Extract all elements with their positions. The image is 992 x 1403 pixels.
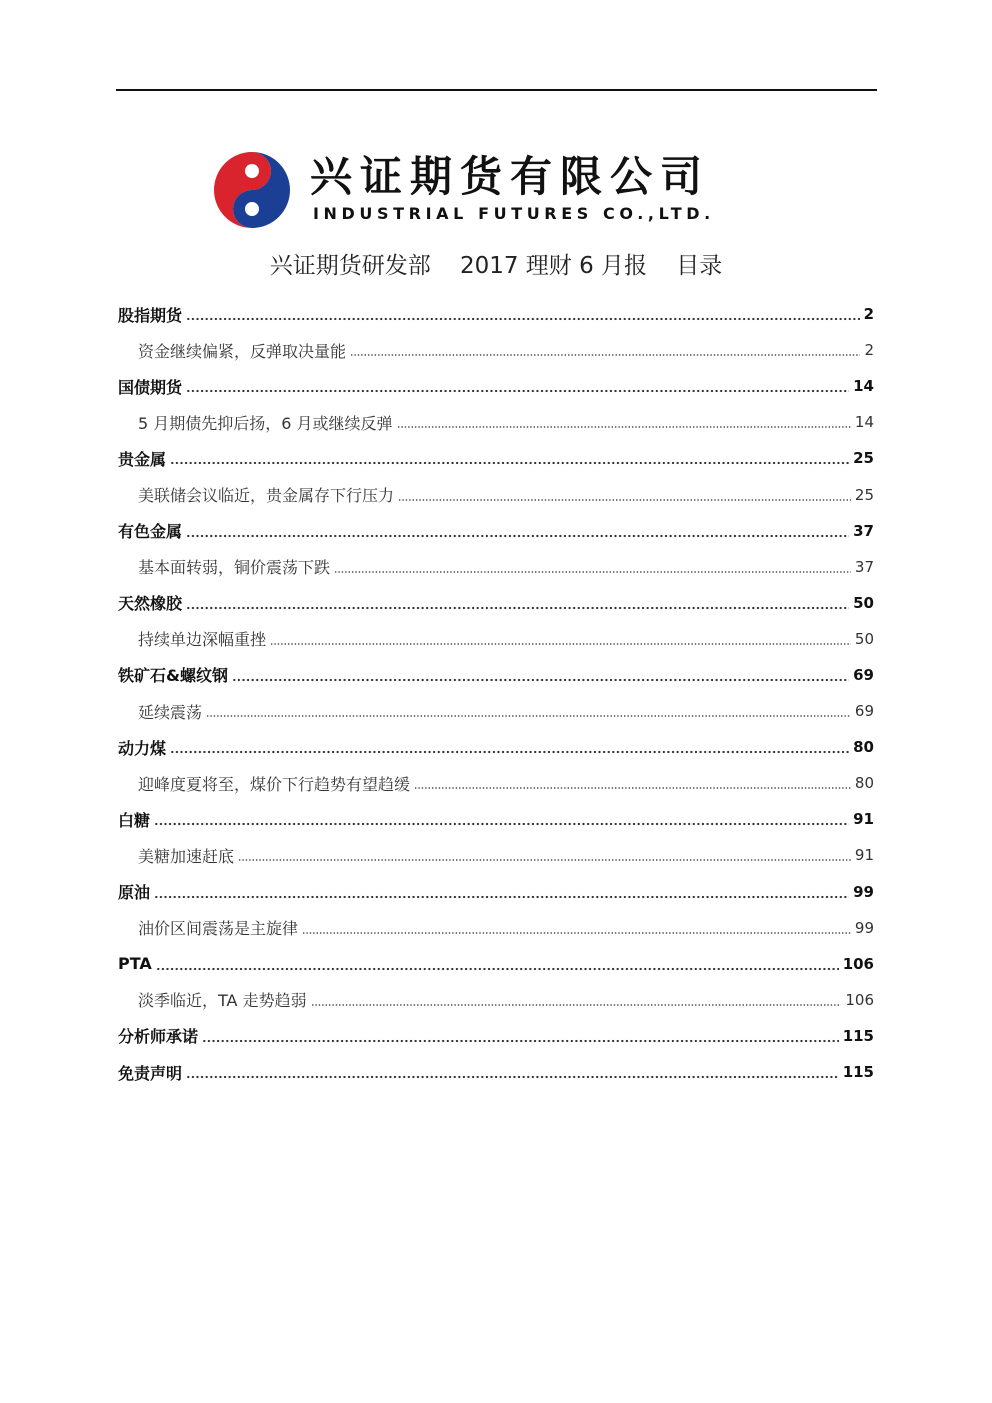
toc-dot-leader — [154, 812, 849, 826]
toc-section-entry[interactable] — [118, 368, 874, 404]
toc-dot-leader — [186, 379, 849, 393]
toc-entry-label: 5 月期债先抑后扬，6 月或继续反弹 — [138, 413, 393, 433]
toc-section-entry[interactable] — [118, 585, 874, 621]
toc-entry-label: 基本面转弱，铜价震荡下跌 — [138, 558, 331, 578]
toc-dot-leader — [170, 740, 849, 754]
toc-dot-leader — [186, 524, 849, 538]
toc-subsection-entry[interactable] — [118, 332, 874, 368]
header-rule — [116, 89, 877, 91]
toc-entry-label: 资金继续偏紧，反弹取决量能 — [138, 341, 347, 361]
toc-entry-label: 铁矿石&螺纹钢 — [118, 666, 228, 686]
toc-page-number: 14 — [854, 413, 874, 432]
toc-page-number: 115 — [842, 1063, 874, 1082]
toc-page-number: 80 — [854, 774, 874, 793]
toc-section-entry[interactable] — [118, 1054, 874, 1090]
toc-entry-label: PTA — [118, 954, 152, 974]
toc-page-number: 91 — [853, 810, 874, 829]
toc-subsection-entry[interactable] — [118, 693, 874, 729]
toc-page-number: 106 — [842, 954, 874, 973]
toc-dot-leader — [302, 921, 851, 935]
toc-entry-label: 迎峰度夏将至，煤价下行趋势有望趋缓 — [138, 774, 411, 794]
toc-entry-label: 免责声明 — [118, 1063, 183, 1083]
logo-chinese-name: 兴证期货有限公司 — [310, 152, 711, 201]
toc-dot-leader — [156, 957, 839, 971]
toc-page-number: 14 — [853, 377, 874, 396]
toc-page-number: 37 — [854, 557, 874, 576]
toc-section-entry[interactable] — [118, 1018, 874, 1054]
table-of-contents — [118, 296, 874, 1090]
toc-entry-label: 白糖 — [118, 810, 151, 830]
toc-page-number: 69 — [853, 665, 874, 684]
toc-page-number: 25 — [854, 485, 874, 504]
toc-dot-leader — [232, 668, 849, 682]
toc-page-number: 2 — [864, 341, 874, 360]
toc-page-number: 80 — [853, 738, 874, 757]
toc-subsection-entry[interactable] — [118, 765, 874, 801]
brand-swirl-icon — [210, 148, 296, 232]
toc-subsection-entry[interactable] — [118, 476, 874, 512]
toc-page-number: 37 — [853, 521, 874, 540]
toc-dot-leader — [334, 560, 851, 574]
toc-subsection-entry[interactable] — [118, 549, 874, 585]
document-title: 兴证期货研发部 2017 理财 6 月报 目录 — [269, 253, 723, 279]
toc-dot-leader — [398, 488, 851, 502]
toc-entry-label: 延续震荡 — [138, 702, 203, 722]
toc-entry-label: 有色金属 — [118, 522, 183, 542]
toc-dot-leader — [350, 343, 860, 357]
toc-entry-label: 天然橡胶 — [118, 594, 183, 614]
toc-entry-label: 原油 — [118, 883, 151, 903]
toc-subsection-entry[interactable] — [118, 910, 874, 946]
toc-dot-leader — [238, 848, 851, 862]
toc-dot-leader — [186, 1065, 839, 1079]
toc-dot-leader — [270, 632, 851, 646]
toc-section-entry[interactable] — [118, 729, 874, 765]
toc-entry-label: 国债期货 — [118, 377, 183, 397]
toc-dot-leader — [206, 704, 851, 718]
toc-entry-label: 美糖加速赶底 — [138, 846, 235, 866]
toc-dot-leader — [186, 596, 849, 610]
toc-section-entry[interactable] — [118, 440, 874, 476]
toc-subsection-entry[interactable] — [118, 837, 874, 873]
toc-dot-leader — [311, 993, 842, 1007]
toc-dot-leader — [397, 415, 851, 429]
toc-page-number: 25 — [853, 449, 874, 468]
toc-subsection-entry[interactable] — [118, 404, 874, 440]
toc-page-number: 99 — [854, 918, 874, 937]
company-logo — [210, 148, 790, 232]
toc-entry-label: 美联储会议临近，贵金属存下行压力 — [138, 486, 395, 506]
toc-section-entry[interactable] — [118, 657, 874, 693]
logo-english-name: INDUSTRIAL FUTURES CO.,LTD. — [313, 204, 715, 223]
toc-section-entry[interactable] — [118, 513, 874, 549]
toc-subsection-entry[interactable] — [118, 621, 874, 657]
toc-page-number: 50 — [853, 593, 874, 612]
toc-entry-label: 持续单边深幅重挫 — [138, 630, 267, 650]
toc-entry-label: 分析师承诺 — [118, 1027, 199, 1047]
toc-page-number: 115 — [842, 1026, 874, 1045]
toc-section-entry[interactable] — [118, 801, 874, 837]
toc-dot-leader — [170, 451, 849, 465]
toc-page-number: 106 — [845, 990, 874, 1009]
toc-dot-leader — [202, 1029, 839, 1043]
toc-dot-leader — [414, 776, 851, 790]
toc-entry-label: 淡季临近，TA 走势趋弱 — [138, 991, 307, 1011]
toc-dot-leader — [154, 885, 849, 899]
toc-entry-label: 股指期货 — [118, 305, 183, 325]
toc-page-number: 50 — [854, 629, 874, 648]
toc-entry-label: 贵金属 — [118, 449, 167, 469]
toc-entry-label: 动力煤 — [118, 738, 167, 758]
toc-section-entry[interactable] — [118, 946, 874, 982]
toc-page-number: 69 — [854, 702, 874, 721]
toc-section-entry[interactable] — [118, 296, 874, 332]
toc-page-number: 2 — [863, 305, 874, 324]
toc-entry-label: 油价区间震荡是主旋律 — [138, 919, 299, 939]
toc-page-number: 99 — [853, 882, 874, 901]
toc-dot-leader — [186, 307, 860, 321]
toc-subsection-entry[interactable] — [118, 982, 874, 1018]
toc-page-number: 91 — [854, 846, 874, 865]
toc-section-entry[interactable] — [118, 874, 874, 910]
